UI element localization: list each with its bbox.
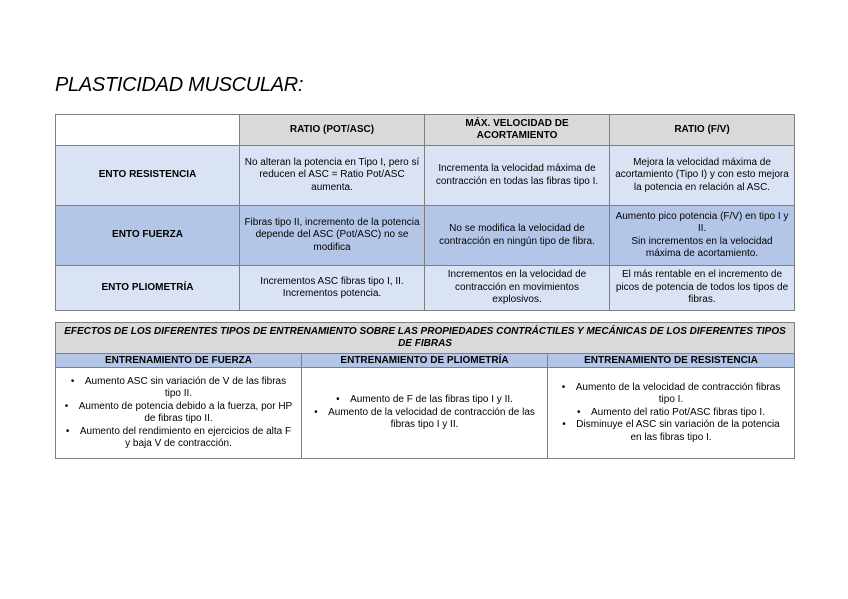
effects-header-row [56,354,795,368]
header-fuerza: ENTRENAMIENTO DE FUERZA [56,354,302,368]
table-row [56,146,795,206]
plasticity-table [55,114,795,311]
table-cell: El más rentable en el incremento de picos de potencia de todos los tipos de fibras. [610,266,795,311]
page-title: PLASTICIDAD MUSCULAR: [55,74,304,96]
table-header-row [56,115,795,146]
list-item-text: Aumento ASC sin variación de V de las fibras tipo II. [84,375,287,399]
list-item [556,407,786,420]
bullet: • [64,400,69,412]
table-header-empty [56,115,240,146]
table-cell: No se modifica la velocidad de contracción en ningún tipo de fibra. [425,206,610,266]
table-cell: Fibras tipo II, incremento de la potencia depende del ASC (Pot/ASC) no se modifica [240,206,425,266]
bullet: • [70,375,75,387]
list-item-text: Aumento del ratio Pot/ASC fibras tipo I. [591,406,765,418]
list-item [64,401,293,426]
table-header-max-velocity: MÁX. VELOCIDAD DE ACORTAMIENTO [425,115,610,146]
effects-table [55,322,795,459]
effects-cell-pliometria [302,368,548,459]
row-label-resistencia: ENTO RESISTENCIA [56,146,240,206]
list-item [310,407,539,432]
table-cell: Incrementos ASC fibras tipo I, II. Incrementos potencia. [240,266,425,311]
list-item-text: Aumento de F de las fibras tipo I y II. [350,394,513,406]
effects-caption: EFECTOS DE LOS DIFERENTES TIPOS DE ENTRENAMIENTO SOBRE LAS PROPIEDADES CONTRÁCTILES Y MECÁNICAS DE LOS DIFERENTES TIPOS DE FIBRAS [56,323,795,354]
effects-list-pliometria [310,394,539,432]
effects-caption-row [56,323,795,354]
row-label-fuerza: ENTO FUERZA [56,206,240,266]
list-item-text: Aumento de la velocidad de contracción de las fibras tipo I y II. [328,406,535,431]
effects-cell-fuerza [56,368,302,459]
bullet: • [562,419,566,431]
table-cell: Incrementos en la velocidad de contracción en movimientos explosivos. [425,266,610,311]
list-item-text: Aumento del rendimiento en ejercicios de alta F y baja V de contracción. [79,425,292,449]
list-item [64,376,293,401]
table-row [56,206,795,266]
effects-list-fuerza [64,376,293,451]
list-item [556,382,786,407]
table-header-ratio-pot-asc: RATIO (POT/ASC) [240,115,425,146]
bullet: • [561,381,566,393]
list-item [64,426,293,451]
bullet: • [314,406,318,418]
effects-cell-resistencia [548,368,795,459]
row-label-pliometria: ENTO PLIOMETRÍA [56,266,240,311]
header-resistencia: ENTRENAMIENTO DE RESISTENCIA [548,354,795,368]
list-item-text: Disminuye el ASC sin variación de la potencia en las fibras tipo I. [576,419,780,443]
list-item-text: Aumento de potencia debido a la fuerza, por HP de fibras tipo II. [78,400,293,424]
list-item [310,394,539,407]
bullet: • [577,406,581,418]
effects-body-row [56,368,795,459]
list-item [556,419,786,444]
bullet: • [65,425,70,437]
table-header-ratio-fv: RATIO (F/V) [610,115,795,146]
table-cell: Incrementa la velocidad máxima de contracción en todas las fibras tipo I. [425,146,610,206]
table-cell: Aumento pico potencia (F/V) en tipo I y II. Sin incrementos en la velocidad máxima de acortamiento. [610,206,795,266]
table-cell: No alteran la potencia en Tipo I, pero sí reducen el ASC = Ratio Pot/ASC aumenta. [240,146,425,206]
bullet: • [336,394,340,406]
effects-list-resistencia [556,382,786,445]
list-item-text: Aumento de la velocidad de contracción fibras tipo I. [575,381,781,406]
table-row [56,266,795,311]
table-cell: Mejora la velocidad máxima de acortamiento (Tipo I) y con esto mejora la potencia en relación al ASC. [610,146,795,206]
header-pliometria: ENTRENAMIENTO DE PLIOMETRÍA [302,354,548,368]
